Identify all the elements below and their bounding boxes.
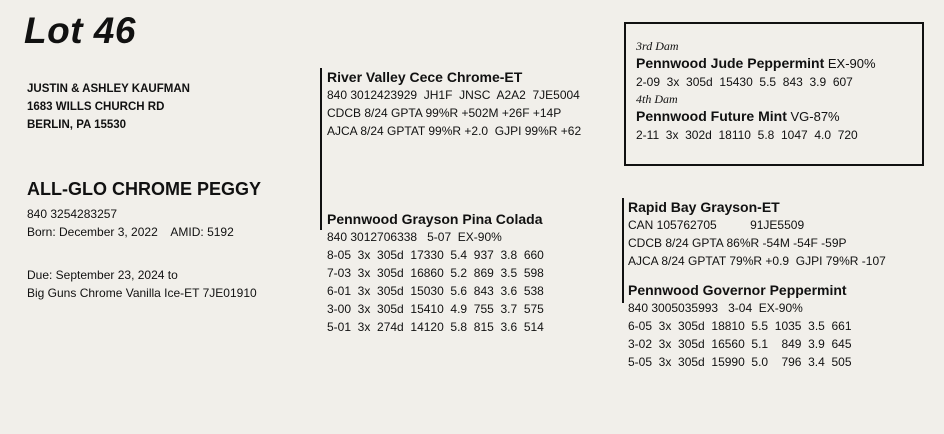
granddam-line: 840 3005035993 3-04 EX-90% xyxy=(628,301,803,315)
owner-city: BERLIN, PA 15530 xyxy=(27,119,127,131)
dam-line: 840 3012706338 5-07 EX-90% xyxy=(327,230,502,244)
owner-names: JUSTIN & ASHLEY KAUFMAN xyxy=(27,83,190,95)
maternal-grandsire-line: AJCA 8/24 GPTAT 79%R +0.9 GJPI 79%R -107 xyxy=(628,254,886,268)
due-service-sire: Big Guns Chrome Vanilla Ice-ET 7JE01910 xyxy=(27,286,257,300)
mgs-granddam-bracket-line xyxy=(622,198,624,303)
dam-line: 7-03 3x 305d 16860 5.2 869 3.5 598 xyxy=(327,266,544,280)
third-dam-name-text: Pennwood Jude Peppermint xyxy=(636,55,825,71)
lot-number: Lot 46 xyxy=(24,10,136,51)
third-dam-score: EX-90% xyxy=(824,56,876,71)
due-date: Due: September 23, 2024 to xyxy=(27,268,178,282)
maternal-grandsire-line: CAN 105762705 91JE5509 xyxy=(628,218,805,232)
granddam-line: 3-02 3x 305d 16560 5.1 849 3.9 645 xyxy=(628,337,852,351)
owner-street: 1683 WILLS CHURCH RD xyxy=(27,101,165,113)
dam-line: 5-01 3x 274d 14120 5.8 815 3.6 514 xyxy=(327,320,544,334)
maternal-grandsire-line: CDCB 8/24 GPTA 86%R -54M -54F -59P xyxy=(628,236,847,250)
ancestor-dams-box xyxy=(624,22,924,166)
granddam-line: 6-05 3x 305d 18810 5.5 1035 3.5 661 xyxy=(628,319,852,333)
owner-address xyxy=(27,80,190,134)
cow-name: ALL-GLO CHROME PEGGY xyxy=(27,179,261,199)
dam-line: 6-01 3x 305d 15030 5.6 843 3.6 538 xyxy=(327,284,544,298)
dam-name: Pennwood Grayson Pina Colada xyxy=(327,211,543,227)
fourth-dam-label: 4th Dam xyxy=(636,92,678,106)
sire-name: River Valley Cece Chrome-ET xyxy=(327,69,523,85)
maternal-grandsire-name: Rapid Bay Grayson-ET xyxy=(628,199,780,215)
cow-born: Born: December 3, 2022 AMID: 5192 xyxy=(27,225,234,239)
sire-line: 840 3012423929 JH1F JNSC A2A2 7JE5004 xyxy=(327,88,580,102)
dam-line: 3-00 3x 305d 15410 4.9 755 3.7 575 xyxy=(327,302,544,316)
fourth-dam-name-text: Pennwood Future Mint xyxy=(636,108,787,124)
dam-block xyxy=(327,210,544,336)
third-dam-record: 2-09 3x 305d 15430 5.5 843 3.9 607 xyxy=(636,75,853,89)
third-dam-label: 3rd Dam xyxy=(636,39,679,53)
third-dam-name xyxy=(636,54,876,73)
cow-info xyxy=(27,205,234,241)
fourth-dam-name xyxy=(636,107,876,126)
granddam-name: Pennwood Governor Peppermint xyxy=(628,282,847,298)
sire-block xyxy=(327,68,581,140)
maternal-grandsire-block xyxy=(628,198,886,270)
sire-dam-bracket-line xyxy=(320,68,322,230)
dam-line: 8-05 3x 305d 17330 5.4 937 3.8 660 xyxy=(327,248,544,262)
granddam-line: 5-05 3x 305d 15990 5.0 796 3.4 505 xyxy=(628,355,852,369)
cow-id: 840 3254283257 xyxy=(27,207,118,221)
sire-line: AJCA 8/24 GPTAT 99%R +2.0 GJPI 99%R +62 xyxy=(327,124,582,138)
due-info xyxy=(27,266,257,302)
sire-line: CDCB 8/24 GPTA 99%R +502M +26F +14P xyxy=(327,106,562,120)
granddam-block xyxy=(628,281,852,371)
fourth-dam-record: 2-11 3x 302d 18110 5.8 1047 4.0 720 xyxy=(636,128,858,142)
fourth-dam-score: VG-87% xyxy=(786,109,840,124)
